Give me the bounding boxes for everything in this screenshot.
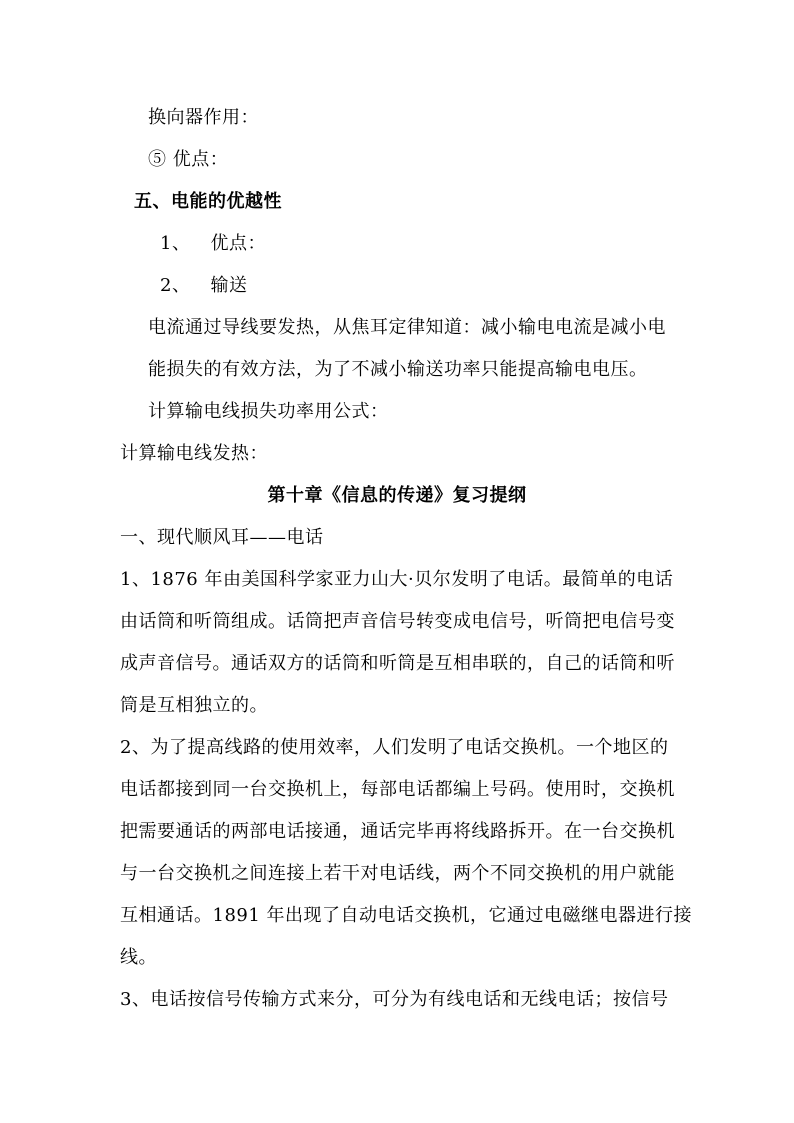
commutator-function-line: 换向器作用： xyxy=(148,107,259,128)
paragraph-line: 计算输电线发热： xyxy=(120,443,268,464)
paragraph-line: 线。 xyxy=(120,947,157,968)
paragraph-line: 1、1876 年由美国科学家亚力山大·贝尔发明了电话。最简单的电话 xyxy=(120,569,674,590)
list-item-2-number: 2、 xyxy=(160,275,191,296)
paragraph-line: 能损失的有效方法，为了不减小输送功率只能提高输电电压。 xyxy=(148,359,648,380)
section-heading-electric-energy: 五、电能的优越性 xyxy=(134,191,282,212)
advantages-item-line: ⑤ 优点： xyxy=(148,149,229,170)
section-heading-telephone: 一、现代顺风耳——电话 xyxy=(120,527,324,548)
chapter-title: 第十章《信息的传递》复习提纲 xyxy=(267,485,527,506)
paragraph-line: 互相通话。1891 年出现了自动电话交换机，它通过电磁继电器进行接 xyxy=(120,905,693,926)
paragraph-line: 成声音信号。通话双方的话筒和听筒是互相串联的，自己的话筒和听 xyxy=(120,653,675,674)
list-item-2-text: 输送 xyxy=(210,275,248,296)
list-item-1 xyxy=(160,232,266,256)
paragraph-line: 由话筒和听筒组成。话筒把声音信号转变成电信号，听筒把电信号变 xyxy=(120,611,675,632)
paragraph-line: 与一台交换机之间连接上若干对电话线，两个不同交换机的用户就能 xyxy=(120,863,675,884)
paragraph-line: 电流通过导线要发热，从焦耳定律知道：减小输电电流是减小电 xyxy=(148,317,666,338)
paragraph-line: 2、为了提高线路的使用效率，人们发明了电话交换机。一个地区的 xyxy=(120,737,669,758)
paragraph-line: 电话都接到同一台交换机上，每部电话都编上号码。使用时，交换机 xyxy=(120,779,675,800)
paragraph-line: 3、电话按信号传输方式来分，可分为有线电话和无线电话；按信号 xyxy=(120,989,669,1010)
list-item-2 xyxy=(160,274,247,298)
list-item-1-number: 1、 xyxy=(160,233,191,254)
paragraph-line: 计算输电线损失功率用公式： xyxy=(148,401,389,422)
list-item-1-text: 优点： xyxy=(210,233,266,254)
paragraph-line: 把需要通话的两部电话接通，通话完毕再将线路拆开。在一台交换机 xyxy=(120,821,675,842)
paragraph-line: 筒是互相独立的。 xyxy=(120,695,268,716)
